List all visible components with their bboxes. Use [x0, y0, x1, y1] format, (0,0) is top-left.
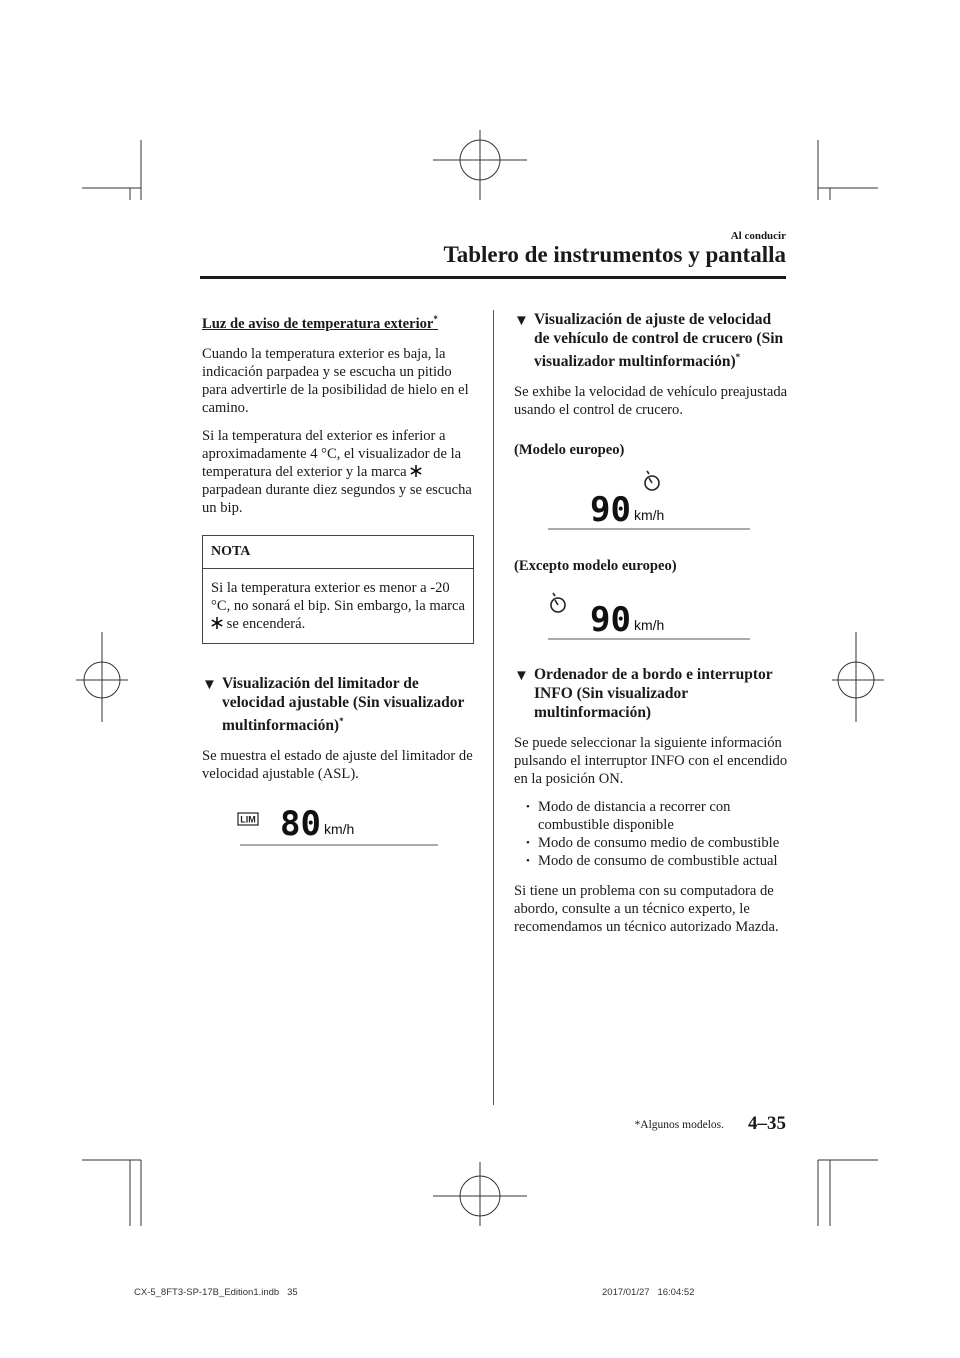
- speed-digits: 90: [590, 490, 631, 531]
- triangle-bullet-icon: ▼: [514, 313, 529, 329]
- cruise-heading-text: Visualización de ajuste de velocidad de vehículo de control de crucero (Sin visualizador multinformación): [534, 311, 784, 371]
- asl-heading-text: Visualización del limitador de velocidad ajustable (Sin visualizador multinformación): [222, 674, 465, 735]
- noneuro-label: (Excepto modelo europeo): [514, 558, 677, 575]
- speed-unit: km/h: [324, 821, 355, 838]
- warn-heading-text: Luz de aviso de temperatura exterior: [202, 315, 434, 332]
- cruise-icon: [551, 593, 565, 612]
- snowflake-icon: [211, 617, 223, 629]
- triangle-bullet-icon: ▼: [202, 676, 217, 693]
- left-column: [202, 310, 474, 869]
- cruise-heading: [514, 310, 789, 371]
- list-item: • Modo de consumo medio de combustible: [526, 834, 789, 852]
- warn-paragraph-2: [202, 427, 474, 517]
- euro-label: (Modelo europeo): [514, 442, 625, 459]
- column-divider: [493, 310, 494, 1105]
- header-rule: [200, 276, 786, 279]
- print-timestamp: 2017/01/27 16:04:52: [602, 1287, 695, 1298]
- snowflake-icon: [410, 465, 422, 477]
- info-heading-text: Ordenador de a bordo e interruptor INFO (Sin visualizador multinformación): [534, 666, 773, 722]
- cruise-paragraph: Se exhibe la velocidad de vehículo preajustada usando el control de crucero.: [514, 384, 788, 419]
- warn-paragraph-2-text: Si la temperatura del exterior es inferior a aproximadamente 4 °C, el visualizador de la temperatura del exterior y la marca: [202, 427, 462, 480]
- speed-unit: km/h: [634, 617, 665, 634]
- warn-heading: [202, 310, 474, 333]
- file-slug: CX-5_8FT3-SP-17B_Edition1.indb 35: [134, 1287, 298, 1298]
- info-heading: [514, 665, 789, 722]
- note-text-end: se encenderá.: [226, 615, 306, 632]
- speed-digits: 80: [280, 805, 321, 845]
- page-number: 4–35: [748, 1113, 786, 1134]
- note-label: NOTA: [203, 536, 473, 569]
- footnote: *Algunos modelos.: [634, 1119, 724, 1131]
- right-column: [514, 310, 789, 946]
- euro-display-figure: [514, 467, 789, 543]
- warn-paragraph-1: Cuando la temperatura exterior es baja, la indicación parpadea y se escucha un pitido para advertirle de la posibilidad de hielo en el camino.: [202, 345, 469, 416]
- info-paragraph: Se puede seleccionar la siguiente información pulsando el interruptor INFO con el encendido en la posición ON.: [514, 735, 788, 788]
- mode-list: [526, 798, 789, 870]
- lcd-display: [514, 467, 789, 543]
- lim-tag: LIM: [240, 814, 256, 825]
- section-label: Al conducir: [730, 230, 786, 242]
- note-text: Si la temperatura exterior es menor a -20 °C, no sonará el bip. Sin embargo, la marca: [211, 579, 466, 614]
- lcd-display: [514, 583, 789, 655]
- note-body: [203, 569, 473, 643]
- asl-paragraph: Se muestra el estado de ajuste del limitador de velocidad ajustable (ASL).: [202, 748, 473, 783]
- list-item: • Modo de consumo de combustible actual: [526, 852, 789, 870]
- note-box: [202, 535, 474, 644]
- asl-display-figure: [202, 805, 474, 869]
- page-title: Tablero de instrumentos y pantalla: [443, 242, 786, 267]
- list-item: • Modo de distancia a recorrer con combustible disponible: [526, 798, 789, 834]
- warn-paragraph-2-end: parpadean durante diez segundos y se escucha un bip.: [202, 481, 472, 516]
- speed-digits: 90: [590, 600, 631, 641]
- speed-unit: km/h: [634, 507, 665, 524]
- lcd-display: [202, 805, 474, 869]
- triangle-bullet-icon: ▼: [514, 668, 529, 685]
- asterisk-mark: *: [433, 314, 438, 324]
- closing-paragraph: Si tiene un problema con su computadora de abordo, consulte a un técnico experto, le recomendamos un técnico autorizado Mazda.: [514, 883, 779, 936]
- noneuro-display-figure: [514, 583, 789, 655]
- asterisk-mark: *: [339, 715, 344, 726]
- cruise-icon: [645, 471, 659, 490]
- asterisk-mark: *: [735, 352, 741, 362]
- asl-heading: [202, 674, 474, 735]
